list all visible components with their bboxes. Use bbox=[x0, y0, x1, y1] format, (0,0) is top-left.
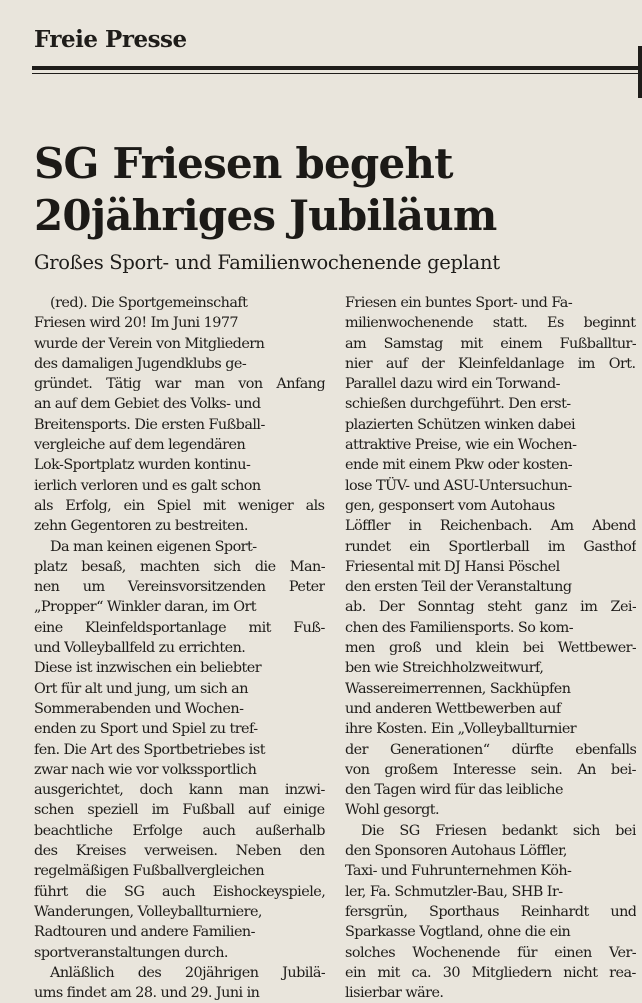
article-text-line: Sparkasse Vogtland, ohne die ein bbox=[345, 924, 571, 941]
article-text-line: platz besaß, machten sich die Man- bbox=[34, 558, 325, 575]
article-text-line: men groß und klein bei Wettbewer- bbox=[345, 640, 636, 657]
article-text-line: Löffler in Reichenbach. Am Abend bbox=[345, 518, 636, 535]
article-text-line: gründet. Tätig war man von Anfang bbox=[34, 376, 325, 393]
page-edge-mark bbox=[638, 46, 642, 98]
article-text-line: und anderen Wettbewerben auf bbox=[345, 700, 561, 717]
article-text-line: lisierbar wäre. bbox=[345, 985, 444, 1002]
headline-line-2: 20jähriges Jubiläum bbox=[34, 191, 497, 240]
article-text-line: Friesen ein buntes Sport- und Fa- bbox=[345, 295, 573, 311]
article-text-line: regelmäßigen Fußballvergleichen bbox=[34, 863, 265, 880]
article-text-line: zwar nach wie vor volkssportlich bbox=[34, 761, 257, 778]
article-text-line: als Erfolg, ein Spiel mit weniger als bbox=[34, 497, 325, 514]
article-text-line: ler, Fa. Schmutzler-Bau, SHB Ir- bbox=[345, 883, 563, 900]
article-text-line: den Tagen wird für das leibliche bbox=[345, 782, 563, 799]
article-text-line: Wohl gesorgt. bbox=[345, 802, 439, 819]
article-text-line: Breitensports. Die ersten Fußball- bbox=[34, 416, 265, 433]
article-subheadline: Großes Sport- und Familienwochenende geplant bbox=[34, 251, 500, 274]
article-column-right bbox=[345, 293, 636, 1003]
article-text-line: von großem Interesse sein. An bei- bbox=[345, 761, 636, 778]
article-text-line: der Generationen“ dürfte ebenfalls bbox=[345, 741, 636, 758]
article-text-line: ab. Der Sonntag steht ganz im Zei- bbox=[345, 599, 636, 616]
article-text-line: ums findet am 28. und 29. Juni in bbox=[34, 985, 260, 1002]
article-headline bbox=[34, 138, 624, 242]
article-text-line: des Kreises verweisen. Neben den bbox=[34, 843, 325, 860]
article-text-line: führt die SG auch Eishockeyspiele, bbox=[34, 883, 325, 900]
article-text-line: Da man keinen eigenen Sport- bbox=[50, 538, 257, 555]
article-text-line: des damaligen Jugendklubs ge- bbox=[34, 355, 247, 372]
masthead-rule-thin bbox=[32, 73, 642, 74]
article-text-line: eine Kleinfeldsportanlage mit Fuß- bbox=[34, 619, 325, 636]
article-text-line: zehn Gegentoren zu bestreiten. bbox=[34, 518, 248, 535]
article-text-line: Diese ist inzwischen ein beliebter bbox=[34, 660, 262, 677]
article-text-line: nier auf der Kleinfeldanlage im Ort. bbox=[345, 355, 636, 372]
article-text-line: attraktive Preise, wie ein Wochen- bbox=[345, 437, 577, 454]
article-text-line: fersgrün, Sporthaus Reinhardt und bbox=[345, 903, 636, 920]
article-text-line: und Volleyballfeld zu errichten. bbox=[34, 640, 246, 657]
article-text-line: sportveranstaltungen durch. bbox=[34, 944, 228, 961]
article-text-line: Wanderungen, Volleyballturniere, bbox=[34, 903, 262, 920]
article-text-line: (red). Die Sportgemeinschaft bbox=[50, 295, 248, 311]
article-text-line: schen speziell im Fußball auf einige bbox=[34, 802, 325, 819]
article-text-line: ein mit ca. 30 Mitgliedern nicht rea- bbox=[345, 964, 636, 981]
article-text-line: beachtliche Erfolge auch außerhalb bbox=[34, 822, 325, 839]
article-text-line: gen, gesponsert vom Autohaus bbox=[345, 497, 555, 514]
article-text-line: plazierten Schützen winken dabei bbox=[345, 416, 576, 433]
article-text-line: Anläßlich des 20jährigen Jubilä- bbox=[50, 964, 325, 981]
article-text-line: fen. Die Art des Sportbetriebes ist bbox=[34, 741, 265, 758]
article-text-line: rundet ein Sportlerball im Gasthof bbox=[345, 538, 636, 555]
article-text-line: wurde der Verein von Mitgliedern bbox=[34, 335, 265, 352]
article-text-line: milienwochenende statt. Es beginnt bbox=[345, 315, 636, 332]
article-text-line: vergleiche auf dem legendären bbox=[34, 437, 246, 454]
newspaper-masthead: Freie Presse bbox=[34, 26, 187, 53]
article-text-line: ihre Kosten. Ein „Volleyballturnier bbox=[345, 721, 577, 738]
article-text-line: lose TÜV- und ASU-Untersuchun- bbox=[345, 477, 572, 494]
article-text-line: Friesen wird 20! Im Juni 1977 bbox=[34, 315, 239, 332]
headline-line-1: SG Friesen begeht bbox=[34, 139, 453, 188]
article-text-line: nen um Vereinsvorsitzenden Peter bbox=[34, 579, 325, 596]
article-text-line: ben wie Streichholzweitwurf, bbox=[345, 660, 544, 677]
article-text-line: Parallel dazu wird ein Torwand- bbox=[345, 376, 560, 393]
article-text-line: Sommerabenden und Wochen- bbox=[34, 700, 244, 717]
article-text-line: chen des Familiensports. So kom- bbox=[345, 619, 574, 636]
article-text-line: ausgerichtet, doch kann man inzwi- bbox=[34, 782, 325, 799]
article-text-line: schießen durchgeführt. Den erst- bbox=[345, 396, 571, 413]
article-text-line: den Sponsoren Autohaus Löffler, bbox=[345, 843, 567, 860]
article-text-line: Wassereimerrennen, Sackhüpfen bbox=[345, 680, 571, 697]
article-text-line: den ersten Teil der Veranstaltung bbox=[345, 579, 572, 596]
article-text-line: Die SG Friesen bedankt sich bei bbox=[361, 822, 636, 839]
article-text-line: Friesental mit DJ Hansi Pöschel bbox=[345, 558, 560, 575]
article-text-line: am Samstag mit einem Fußballtur- bbox=[345, 335, 636, 352]
article-text-line: Radtouren und andere Familien- bbox=[34, 924, 255, 941]
article-text-line: Lok-Sportplatz wurden kontinu- bbox=[34, 457, 251, 474]
article-text-line: Taxi- und Fuhrunternehmen Köh- bbox=[345, 863, 572, 880]
article-text-line: „Propper“ Winkler daran, im Ort bbox=[34, 599, 257, 616]
article-text-line: ende mit einem Pkw oder kosten- bbox=[345, 457, 573, 474]
article-text-line: an auf dem Gebiet des Volks- und bbox=[34, 396, 261, 413]
article-text-line: ierlich verloren und es galt schon bbox=[34, 477, 261, 494]
masthead-rule-thick bbox=[32, 66, 642, 70]
article-text-line: solches Wochenende für einen Ver- bbox=[345, 944, 636, 961]
article-text-line: enden zu Sport und Spiel zu tref- bbox=[34, 721, 258, 738]
article-text-line: Ort für alt und jung, um sich an bbox=[34, 680, 248, 697]
article-column-left bbox=[34, 293, 325, 1003]
